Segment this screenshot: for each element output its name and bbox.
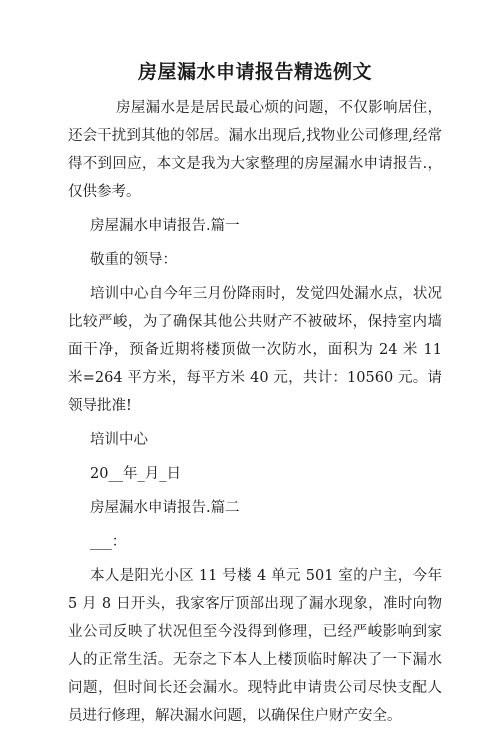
body-paragraph-2: 本人是阳光小区 11 号楼 4 单元 501 室的户主，今年 5 月 8 日开头，我家客厅顶部出现了漏水现象，准时向物业公司反映了状况但至今没得到修理，已经严峻影响到家人的正常生活。无奈之下本人上楼顶临时解决了一下漏水问题，但时间长还会漏水。现特此申请贵公司尽快支配人员进行修理，解决漏水问题，以确保住户财产安全。	[68, 568, 442, 724]
salutation-1: 敬重的领导：	[90, 252, 177, 268]
signature-org: 培训中心	[90, 432, 148, 448]
section-heading-2: 房屋漏水申请报告.篇二	[90, 500, 240, 516]
document-title: 房屋漏水申请报告精选例文	[137, 61, 372, 83]
body-paragraph-1: 培训中心自今年三月份降雨时，发觉四处漏水点，状况比较严峻，为了确保其他公共财产不被破坏，保持室内墙面干净，预备近期将楼顶做一次防水，面积为 24 米 11 米=264 平方米，每平方米 40 元，共计：10560 元。请领导批准!	[68, 286, 442, 414]
intro-paragraph: 房屋漏水是是居民最心烦的问题，不仅影响居住，还会干扰到其他的邻居。漏水出现后,找物业公司修理,经常得不到回应，本文是我为大家整理的房屋漏水申请报告.，仅供参考。	[68, 100, 442, 200]
salutation-2: ___：	[90, 534, 127, 550]
signature-date: 20__年_月_日	[90, 466, 181, 482]
section-heading-1: 房屋漏水申请报告.篇一	[90, 218, 240, 234]
